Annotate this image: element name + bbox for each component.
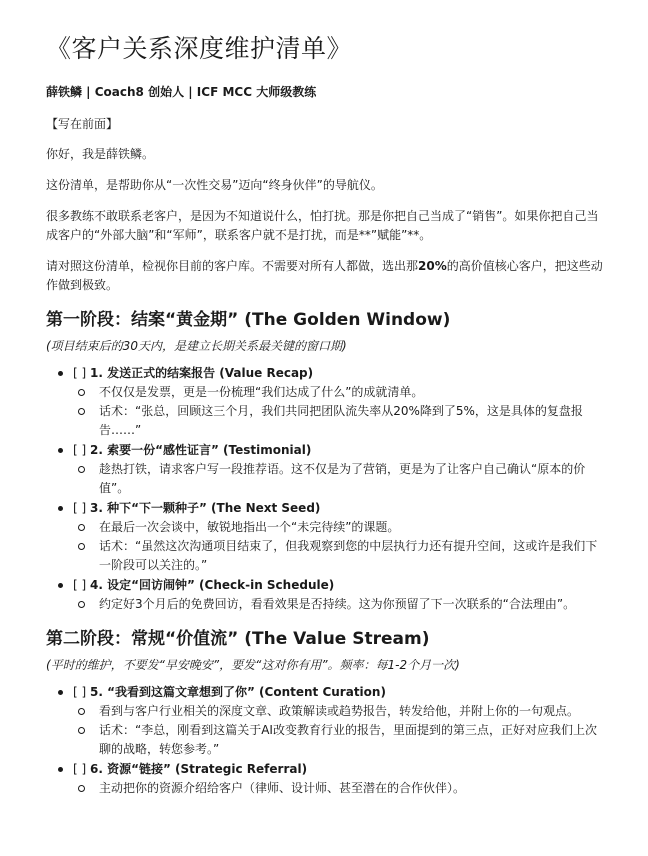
checklist-item [46, 499, 604, 575]
checklist-item [46, 683, 604, 759]
checklist-item-label: 4. 设定“回访闹钟” (Check-in Schedule) [90, 578, 335, 592]
checklist-item-title [73, 441, 604, 460]
checklist-item-title [73, 760, 604, 779]
checklist-item-details [73, 383, 604, 440]
intro-p4-highlight: 20% [418, 259, 447, 273]
checkbox-marker[interactable]: [ ] [73, 685, 90, 699]
checklist-detail: 话术：“李总，刚看到这篇关于AI改变教育行业的报告，里面提到的第三点，正好对应我们上次聊的战略，转您参考。” [73, 721, 598, 759]
checklist-item-details [73, 702, 604, 759]
intro-paragraph-3: 很多教练不敢联系老客户，是因为不知道说什么，怕打扰。那是你把自己当成了“销售”。如果你把自己当成客户的“外部大脑”和“军师”，联系客户就不是打扰，而是**”赋能”**。 [46, 209, 599, 242]
checklist-item-title [73, 499, 604, 518]
checklist-item-details [73, 595, 604, 614]
checklist-detail: 在最后一次会谈中，敏锐地指出一个“未完待续”的课题。 [73, 518, 598, 537]
document-title: 《客户关系深度维护清单》 [46, 34, 353, 63]
checklist-item-label: 5. “我看到这篇文章想到了你” (Content Curation) [90, 685, 386, 699]
checklist-item-details [73, 518, 604, 575]
intro-p4-end: 的高价值核心客户，把这些动作做到极致。 [46, 259, 603, 292]
checkbox-marker[interactable]: [ ] [73, 501, 90, 515]
checklist-detail: 趁热打铁，请求客户写一段推荐语。这不仅是为了营销，更是为了让客户自己确认“原本的价值”。 [73, 460, 598, 498]
checklist-detail: 主动把你的资源介绍给客户（律师、设计师、甚至潜在的合作伙伴）。 [73, 779, 598, 798]
phase2-checklist [46, 683, 604, 798]
checklist-item-label: 6. 资源“链接” (Strategic Referral) [90, 762, 308, 776]
intro-paragraph-2: 这份清单，是帮助你从“一次性交易”迈向“终身伙伴”的导航仪。 [46, 178, 383, 192]
checklist-item-title [73, 576, 604, 595]
checkbox-marker[interactable]: [ ] [73, 762, 90, 776]
checklist-item [46, 576, 604, 614]
checkbox-marker[interactable]: [ ] [73, 443, 90, 457]
checklist-detail: 话术：“虽然这次沟通项目结束了，但我观察到您的中层执行力还有提升空间，这或许是我们下一阶段可以关注的。” [73, 537, 598, 575]
checklist-item-details [73, 779, 604, 798]
checklist-item [46, 364, 604, 440]
intro-paragraph-4 [46, 257, 604, 295]
intro-heading: 【写在前面】 [46, 117, 119, 131]
checklist-item-title [73, 364, 604, 383]
phase1-heading: 第一阶段：结案“黄金期” (The Golden Window) [46, 310, 451, 330]
checklist-detail: 话术：“张总，回顾这三个月，我们共同把团队流失率从20%降到了5%，这是具体的复盘报告……” [73, 402, 598, 440]
checklist-item-label: 3. 种下“下一颗种子” (The Next Seed) [90, 501, 321, 515]
checklist-item-label: 1. 发送正式的结案报告 (Value Recap) [90, 366, 314, 380]
intro-paragraph-1: 你好，我是薛铁鳞。 [46, 147, 155, 161]
checklist-item [46, 760, 604, 798]
checkbox-marker[interactable]: [ ] [73, 578, 90, 592]
checklist-detail: 约定好3个月后的免费回访，看看效果是否持续。这为你预留了下一次联系的“合法理由”。 [73, 595, 598, 614]
author-byline: 薛铁鳞 | Coach8 创始人 | ICF MCC 大师级教练 [46, 85, 317, 99]
phase2-note: (平时的维护，不要发“早安晚安”，要发“这对你有用”。频率：每1-2个月一次) [46, 658, 460, 672]
phase2-heading: 第二阶段：常规“价值流” (The Value Stream) [46, 629, 430, 649]
phase1-note: (项目结束后的30天内，是建立长期关系最关键的窗口期) [46, 339, 347, 353]
checkbox-marker[interactable]: [ ] [73, 366, 90, 380]
phase1-checklist [46, 364, 604, 614]
checklist-item-title [73, 683, 604, 702]
intro-p4-start: 请对照这份清单，检视你目前的客户库。不需要对所有人都做，选出那 [46, 259, 419, 273]
checklist-item-details [73, 460, 604, 498]
checklist-detail: 看到与客户行业相关的深度文章、政策解读或趋势报告，转发给他，并附上你的一句观点。 [73, 702, 598, 721]
checklist-detail: 不仅仅是发票，更是一份梳理“我们达成了什么”的成就清单。 [73, 383, 598, 402]
checklist-item [46, 441, 604, 498]
checklist-item-label: 2. 索要一份“感性证言” (Testimonial) [90, 443, 312, 457]
